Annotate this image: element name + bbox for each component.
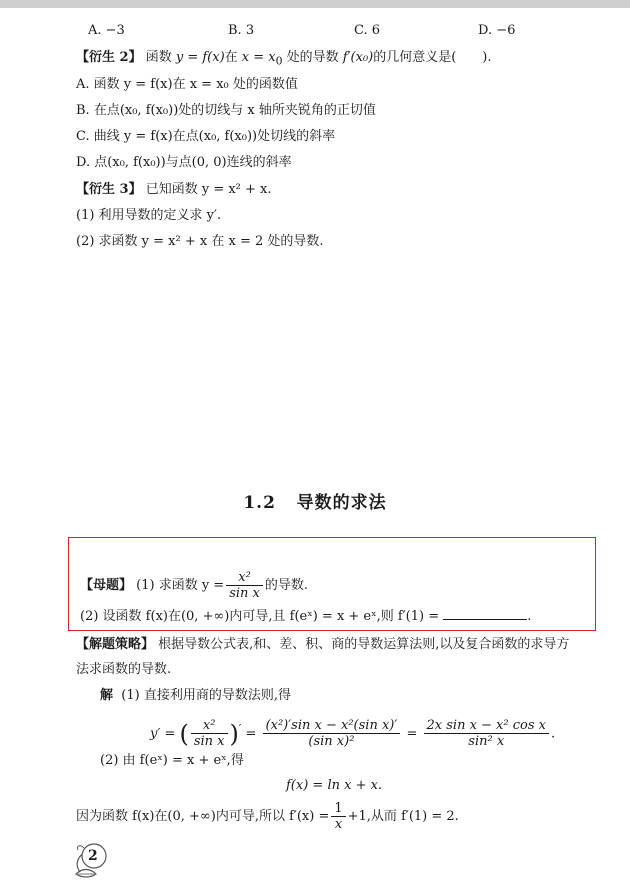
- eq-end: .: [550, 726, 556, 742]
- strategy-tag: 【解题策略】: [76, 637, 155, 652]
- concl-den: x: [334, 817, 343, 832]
- q2-stem-d: f′(x₀): [342, 50, 374, 65]
- concl-a: 因为函数 f(x)在(0, +∞)内可导,所以 f′(x) =: [76, 809, 330, 824]
- q2-option-c: C. 曲线 y = f(x)在点(x₀, f(x₀))处切线的斜率: [76, 129, 336, 144]
- eq-inner-fraction: [191, 718, 228, 749]
- eq-num2: (x²)′sin x − x²(sin x)′: [263, 718, 401, 734]
- q3-part2: (2) 求函数 y = x² + x 在 x = 2 处的导数.: [76, 234, 324, 249]
- solution-equation2: f(x) = ln x + x.: [286, 778, 383, 793]
- q2-stem-e: 的几何意义是( ).: [373, 50, 492, 65]
- eq-fraction-2: [263, 718, 401, 749]
- eq-den3: sin² x: [468, 734, 505, 750]
- mother-p1-fraction: [226, 570, 263, 601]
- section-title: 导数的求法: [296, 493, 387, 513]
- q2-option-d: D. 点(x₀, f(x₀))与点(0, 0)连线的斜率: [76, 155, 292, 170]
- q2-stem-fx: y = f(x): [175, 50, 225, 65]
- q3-tag: 【衍生 3】: [76, 182, 142, 197]
- mother-tag: 【母题】: [80, 578, 133, 593]
- solution-conclusion: [76, 799, 459, 835]
- page-number: 2: [88, 848, 98, 864]
- solution-step2: (2) 由 f(eˣ) = x + eˣ,得: [100, 753, 244, 768]
- eq-in-num: x²: [191, 718, 228, 734]
- section-number: 1.2: [243, 493, 276, 513]
- mother-part2: [80, 607, 531, 626]
- solution-step1: [100, 687, 291, 705]
- q1-option-a: A. −3: [88, 23, 125, 38]
- strategy-text2: 法求函数的导数.: [76, 662, 172, 677]
- solution-label: 解: [100, 688, 114, 703]
- eq-close-paren: ): [229, 719, 239, 748]
- eq-equals-2: =: [406, 726, 418, 742]
- mother-p1-den: sin x: [229, 586, 260, 601]
- solution-equation1: [150, 709, 555, 754]
- q2-stem-sub: 0: [275, 54, 283, 68]
- q2-stem: [76, 49, 492, 71]
- eq-open-paren: (: [179, 719, 189, 748]
- mother-part1: [80, 569, 308, 603]
- mother-p2-a: (2) 设函数 f(x)在(0, +∞)内可导,且 f(eˣ) = x + eˣ,则 f′(1) =: [80, 609, 440, 624]
- mother-p2-end: .: [527, 609, 532, 624]
- concl-b: +1,从而 f′(1) = 2.: [347, 809, 459, 824]
- concl-fraction: [331, 801, 345, 832]
- q2-option-b: B. 在点(x₀, f(x₀))处的切线与 x 轴所夹锐角的正切值: [76, 103, 376, 118]
- solution-step1-text: (1) 直接利用商的导数法则,得: [121, 688, 291, 703]
- q2-stem-c: 处的导数: [282, 50, 343, 65]
- eq-lhs: y′ =: [150, 726, 176, 742]
- mother-p1-num: x²: [226, 570, 263, 586]
- q2-stem-b: 在: [224, 50, 242, 65]
- eq-fraction-3: [424, 718, 549, 749]
- eq-den2: (sin x)²: [308, 734, 355, 750]
- answer-blank[interactable]: [443, 607, 527, 620]
- q1-option-c: C. 6: [354, 23, 381, 38]
- q3-stem-text: 已知函数 y = x² + x.: [145, 182, 272, 197]
- q1-option-b: B. 3: [228, 23, 255, 38]
- eq-prime: ′: [238, 722, 242, 735]
- q2-stem-x: x = x: [241, 50, 276, 65]
- mother-p1-b: 的导数.: [264, 578, 309, 593]
- strategy-text1: 根据导数公式表,和、差、积、商的导数运算法则,以及复合函数的求导方: [158, 637, 570, 652]
- q3-stem: [76, 181, 272, 199]
- q2-stem-a: 函数: [145, 50, 176, 65]
- page-number-badge: [70, 838, 118, 880]
- top-scan-band: [0, 0, 630, 8]
- concl-num: 1: [331, 801, 345, 817]
- section-heading: [0, 488, 630, 513]
- q2-tag: 【衍生 2】: [76, 50, 142, 65]
- eq-in-den: sin x: [193, 734, 225, 750]
- q3-part1: (1) 利用导数的定义求 y′.: [76, 208, 222, 223]
- eq-equals-1: =: [245, 726, 257, 742]
- q2-option-a: A. 函数 y = f(x)在 x = x₀ 处的函数值: [76, 77, 298, 92]
- strategy-line1: [76, 636, 569, 654]
- mother-p1-a: (1) 求函数 y =: [136, 578, 225, 593]
- q1-option-d: D. −6: [478, 23, 516, 38]
- eq-num3: 2x sin x − x² cos x: [424, 718, 549, 734]
